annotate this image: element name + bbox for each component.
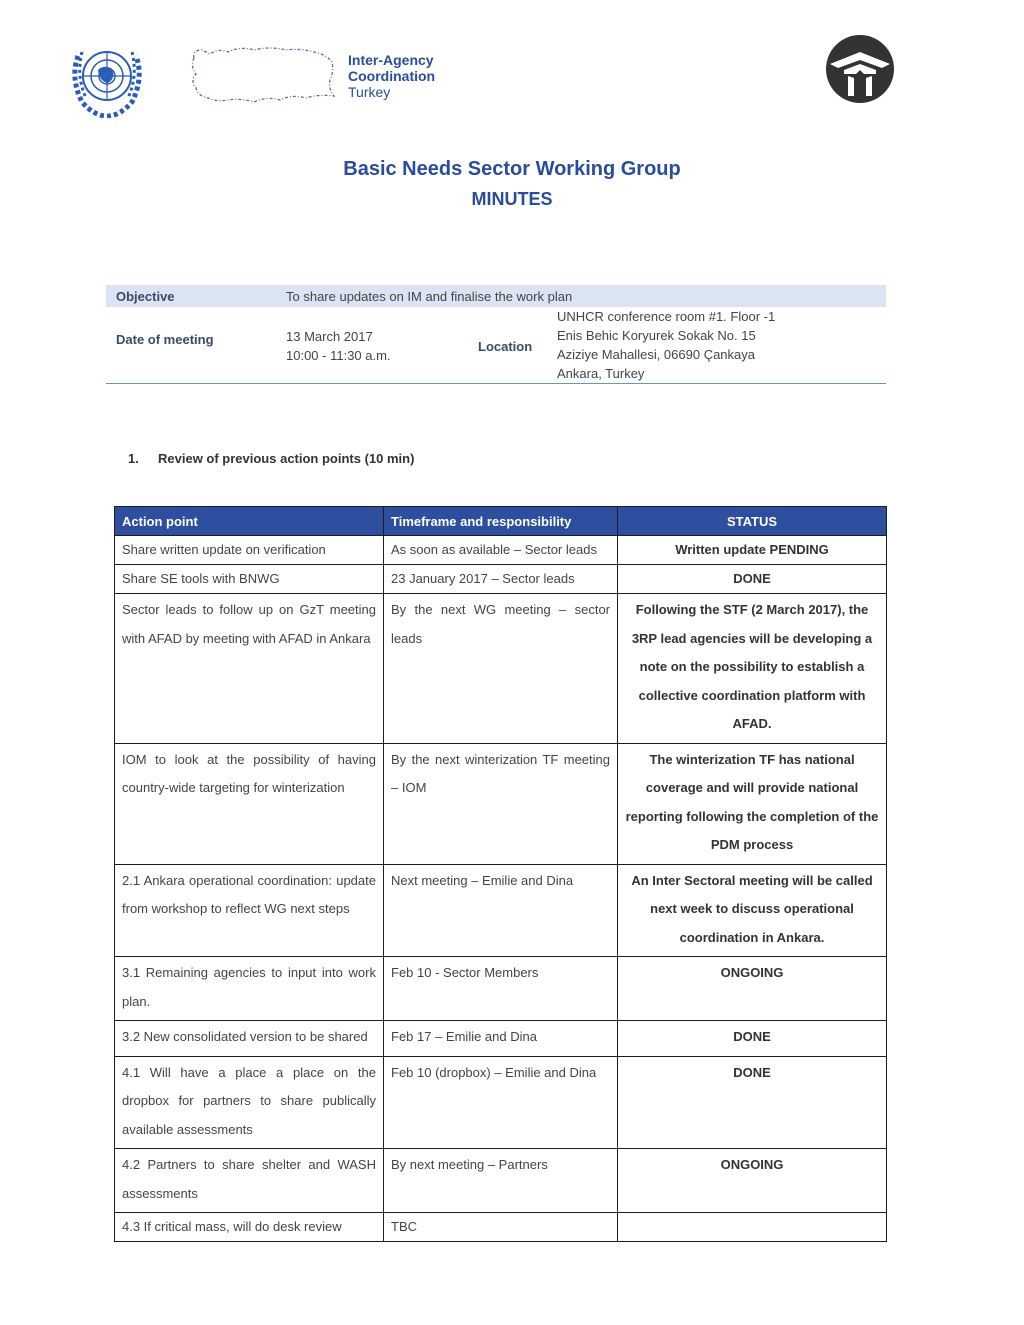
action-cell: Share written update on verification — [115, 536, 384, 565]
timeframe-cell: By the next WG meeting – sector leads — [384, 594, 618, 744]
table-row — [115, 743, 887, 864]
action-cell: 4.3 If critical mass, will do desk review — [115, 1213, 384, 1242]
action-cell: Sector leads to follow up on GzT meeting with AFAD by meeting with AFAD in Ankara — [115, 594, 384, 744]
meeting-info-box — [106, 285, 886, 384]
action-cell: IOM to look at the possibility of having country-wide targeting for winterization — [115, 743, 384, 864]
org-line-2: Coordination — [348, 68, 436, 84]
status-cell: Written update PENDING — [618, 536, 887, 565]
timeframe-cell: 23 January 2017 – Sector leads — [384, 565, 618, 594]
document-subtitle: MINUTES — [471, 189, 553, 209]
action-cell: 3.2 New consolidated version to be shared — [115, 1021, 384, 1057]
turkey-map-icon — [188, 44, 338, 106]
action-cell: 4.1 Will have a place a place on the dropbox for partners to share publically available assessments — [115, 1056, 384, 1149]
table-row — [115, 957, 887, 1021]
table-row — [115, 864, 887, 957]
status-cell: The winterization TF has national coverage and will provide national reporting following the completion of the PDM process — [618, 743, 887, 864]
status-cell: Following the STF (2 March 2017), the 3RP lead agencies will be developing a note on the possibility to establish a collective coordination platform with AFAD. — [618, 594, 887, 744]
location-value — [557, 307, 775, 383]
status-cell: ONGOING — [618, 1149, 887, 1213]
action-cell: 3.1 Remaining agencies to input into work plan. — [115, 957, 384, 1021]
table-header-row — [115, 507, 887, 536]
action-cell: 4.2 Partners to share shelter and WASH assessments — [115, 1149, 384, 1213]
table-row — [115, 1213, 887, 1242]
location-label: Location — [478, 339, 533, 354]
objective-row — [106, 285, 886, 307]
un-emblem-icon — [68, 36, 146, 118]
date-label: Date of meeting — [116, 332, 214, 347]
org-line-3: Turkey — [348, 84, 391, 100]
table-row — [115, 1056, 887, 1149]
table-row — [115, 565, 887, 594]
section-number: 1. — [128, 451, 139, 466]
location-line-4: Ankara, Turkey — [557, 366, 645, 381]
status-cell: DONE — [618, 1021, 887, 1057]
timeframe-cell: As soon as available – Sector leads — [384, 536, 618, 565]
status-cell: An Inter Sectoral meeting will be called next week to discuss operational coordination in Ankara. — [618, 864, 887, 957]
action-points-table — [114, 506, 887, 1242]
table-row — [115, 1149, 887, 1213]
status-cell — [618, 1213, 887, 1242]
column-header-timeframe: Timeframe and responsibility — [384, 507, 618, 536]
timeframe-cell: Feb 17 – Emilie and Dina — [384, 1021, 618, 1057]
location-line-3: Aziziye Mahallesi, 06690 Çankaya — [557, 347, 755, 362]
timeframe-cell: TBC — [384, 1213, 618, 1242]
timeframe-cell: Next meeting – Emilie and Dina — [384, 864, 618, 957]
column-header-action: Action point — [115, 507, 384, 536]
location-line-1: UNHCR conference room #1. Floor -1 — [557, 309, 776, 324]
table-row — [115, 594, 887, 744]
date-location-row — [106, 307, 886, 384]
action-cell: 2.1 Ankara operational coordination: update from workshop to reflect WG next steps — [115, 864, 384, 957]
column-header-status: STATUS — [618, 507, 887, 536]
timeframe-cell: Feb 10 (dropbox) – Emilie and Dina — [384, 1056, 618, 1149]
table-row — [115, 1021, 887, 1057]
timeframe-cell: By next meeting – Partners — [384, 1149, 618, 1213]
org-line-1: Inter-Agency — [348, 52, 434, 68]
timeframe-cell: Feb 10 - Sector Members — [384, 957, 618, 1021]
document-title: Basic Needs Sector Working Group — [343, 158, 681, 180]
objective-value: To share updates on IM and finalise the work plan — [286, 288, 573, 304]
status-cell: ONGOING — [618, 957, 887, 1021]
table-row — [115, 536, 887, 565]
shelter-sector-icon — [822, 34, 898, 104]
objective-label: Objective — [116, 288, 175, 304]
time-line: 10:00 - 11:30 a.m. — [286, 348, 391, 363]
date-value — [286, 327, 391, 365]
section-heading — [128, 451, 414, 466]
section-title: Review of previous action points (10 min) — [158, 451, 415, 466]
date-line: 13 March 2017 — [286, 329, 373, 344]
status-cell: DONE — [618, 1056, 887, 1149]
org-name — [348, 52, 435, 100]
location-line-2: Enis Behic Koryurek Sokak No. 15 — [557, 328, 756, 343]
action-cell: Share SE tools with BNWG — [115, 565, 384, 594]
timeframe-cell: By the next winterization TF meeting – IOM — [384, 743, 618, 864]
status-cell: DONE — [618, 565, 887, 594]
